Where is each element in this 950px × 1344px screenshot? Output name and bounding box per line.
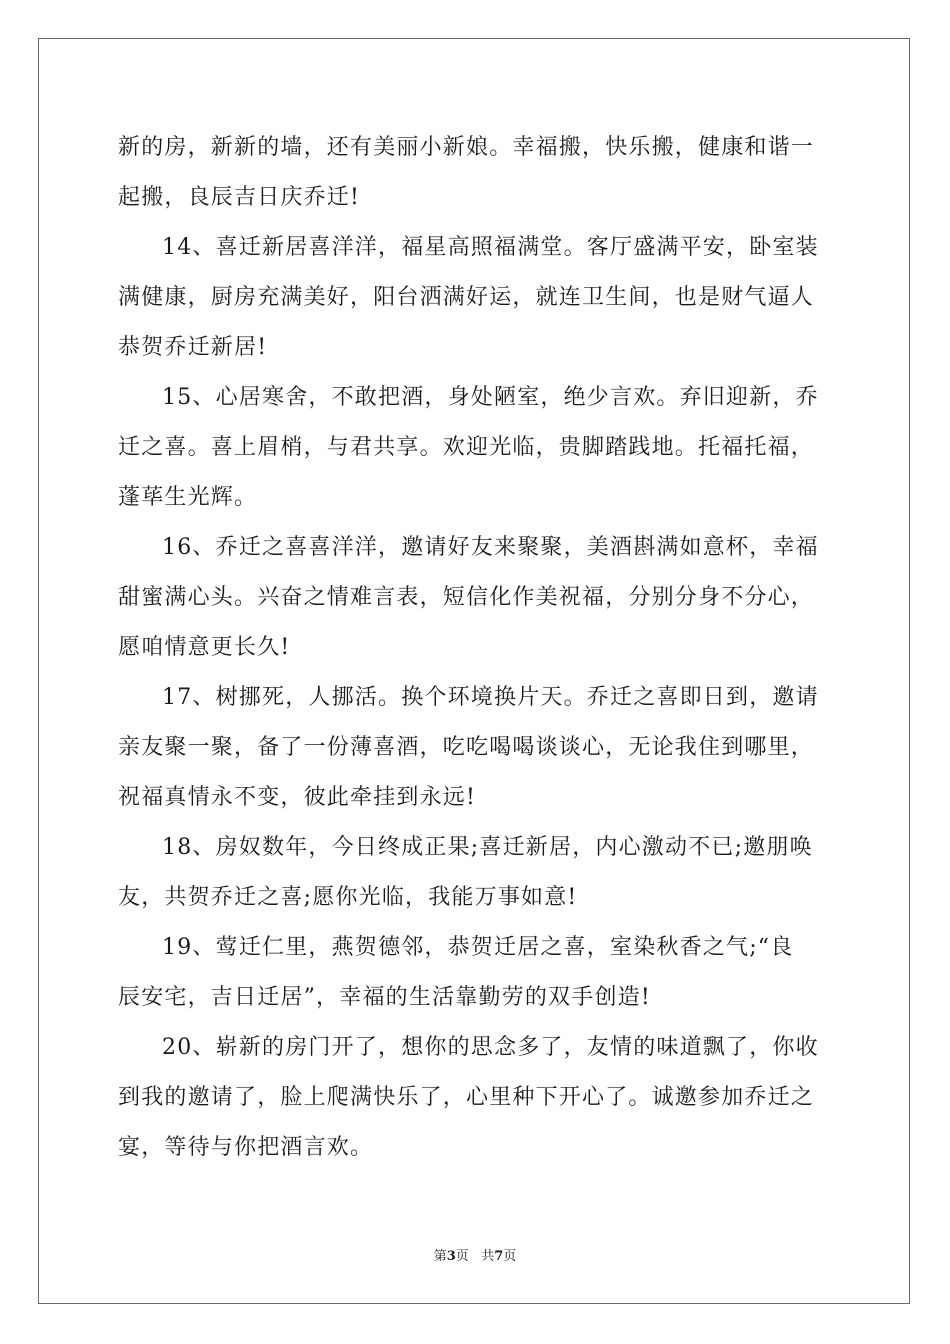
text-line: 18、房奴数年，今日终成正果;喜迁新居，内心激动不已;邀朋唤 [162, 835, 813, 860]
text-line: 满健康，厨房充满美好，阳台洒满好运，就连卫生间，也是财气逼人 [118, 285, 815, 310]
text-line: 愿咱情意更长久! [118, 635, 291, 660]
text-line: 到我的邀请了，脸上爬满快乐了，心里种下开心了。诚邀参加乔迁之 [118, 1085, 815, 1110]
footer-prefix: 第 [433, 1249, 447, 1264]
text-line: 甜蜜满心头。兴奋之情难言表，短信化作美祝福，分别分身不分心， [118, 585, 815, 610]
footer-suffix: 页 [503, 1249, 517, 1264]
text-line: 宴，等待与你把酒言欢。 [118, 1135, 374, 1160]
text-line: 新的房，新新的墙，还有美丽小新娘。幸福搬，快乐搬，健康和谐一 [118, 135, 815, 160]
text-line: 蓬荜生光辉。 [118, 485, 258, 510]
text-line: 恭贺乔迁新居! [118, 335, 268, 360]
text-line: 19、莺迁仁里，燕贺德邻，恭贺迁居之喜，室染秋香之气;“良 [162, 935, 794, 960]
text-line: 15、心居寒舍，不敢把酒，身处陋室，绝少言欢。弃旧迎新，乔 [162, 385, 819, 410]
page-footer [0, 1248, 950, 1266]
text-line: 辰安宅，吉日迁居”，幸福的生活靠勤劳的双手创造! [118, 985, 651, 1010]
total-page-count: 7 [494, 1249, 504, 1264]
footer-middle: 页 共 [455, 1249, 495, 1264]
text-line: 亲友聚一聚，备了一份薄喜酒，吃吃喝喝谈谈心，无论我住到哪里， [118, 735, 815, 760]
current-page-number: 3 [446, 1249, 456, 1264]
text-line: 16、乔迁之喜喜洋洋，邀请好友来聚聚，美酒斟满如意杯，幸福 [162, 535, 819, 560]
page-border [38, 38, 910, 1304]
text-line: 14、喜迁新居喜洋洋，福星高照福满堂。客厅盛满平安，卧室装 [162, 235, 819, 260]
text-line: 20、崭新的房门开了，想你的思念多了，友情的味道飘了，你收 [162, 1035, 819, 1060]
text-line: 友，共贺乔迁之喜;愿你光临，我能万事如意! [118, 885, 578, 910]
text-line: 祝福真情永不变，彼此牵挂到永远! [118, 785, 477, 810]
text-line: 起搬，良辰吉日庆乔迁! [118, 185, 361, 210]
text-line: 17、树挪死，人挪活。换个环境换片天。乔迁之喜即日到，邀请 [162, 685, 819, 710]
text-line: 迁之喜。喜上眉梢，与君共享。欢迎光临，贵脚踏践地。托福托福， [118, 435, 815, 460]
